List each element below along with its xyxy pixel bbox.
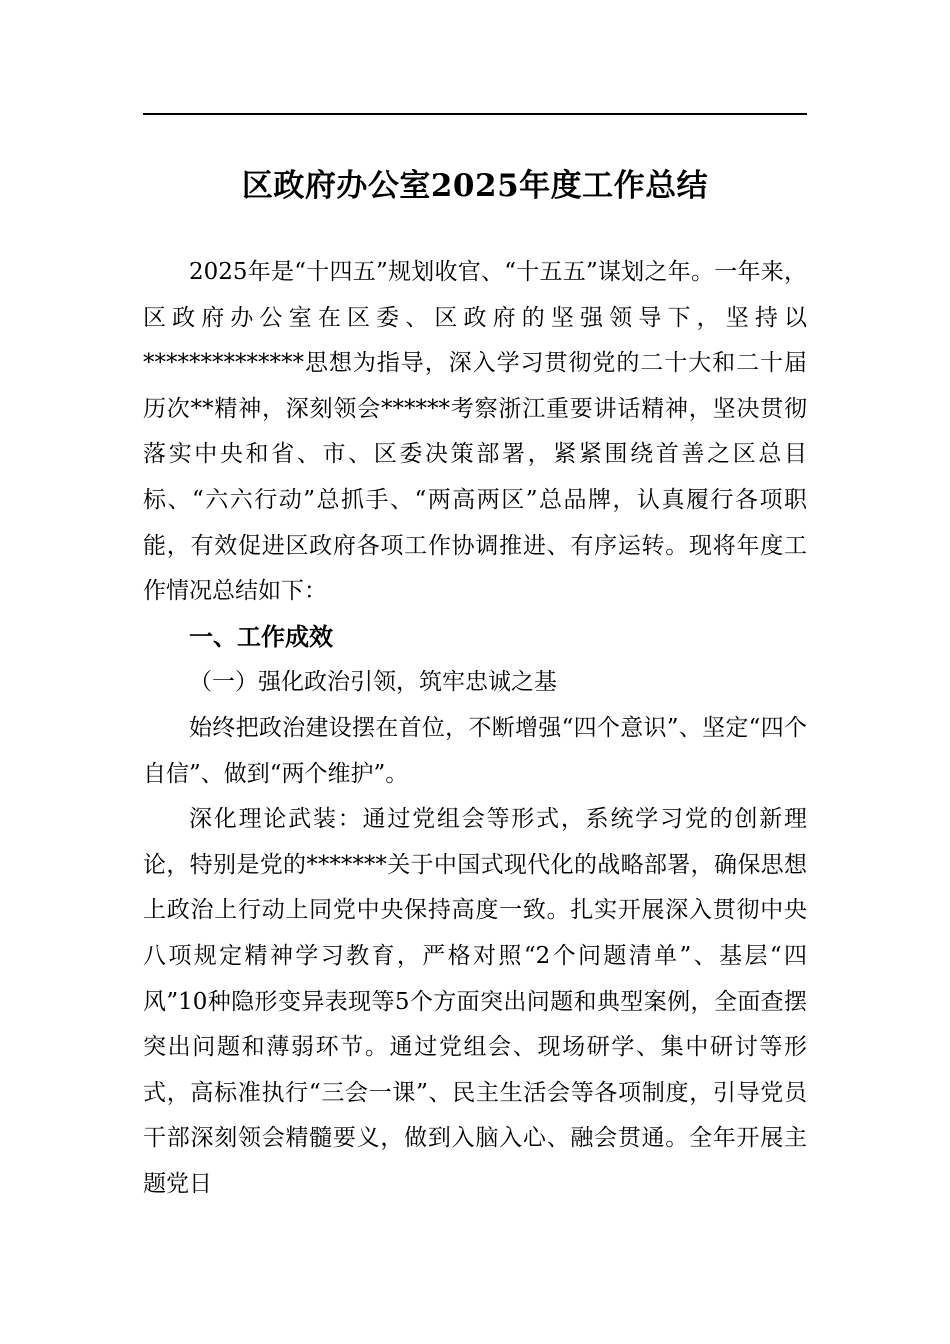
- intro-paragraph: 2025年是“十四五”规划收官、“十五五”谋划之年。一年来，区政府办公室在区委、区政府的坚强领导下，坚持以**************思想为指导，深入学习贯彻党的二十大和二十届历次**精神，深刻领会******考察浙江重要讲话精神，坚决贯彻落实中央和省、市、区委决策部署，紧紧围绕首善之区总目标、“六六行动”总抓手、“两高两区”总品牌，认真履行各项职能，有效促进区政府各项工作协调推进、有序运转。现将年度工作情况总结如下：: [143, 259, 807, 605]
- body-paragraph: 深化理论武装：通过党组会等形式，系统学习党的创新理论，特别是党的*******关于中国式现代化的战略部署，确保思想上政治上行动上同党中央保持高度一致。扎实开展深入贯彻中央八项规定精神学习教育，严格对照“2个问题清单”、基层“四风”10种隐形变异表现等5个方面突出问题和典型案例，全面查摆突出问题和薄弱环节。通过党组会、现场研学、集中研讨等形式，高标准执行“三会一课”、民主生活会等各项制度，引导党员干部深刻领会精髓要义，做到入脑入心、融会贯通。全年开展主题党日: [143, 806, 807, 1197]
- subsection-heading: （一）强化政治引领，筑牢忠诚之基: [189, 669, 557, 696]
- body-paragraph: 始终把政治建设摆在首位，不断增强“四个意识”、坚定“四个自信”、做到“两个维护”。: [143, 714, 807, 787]
- document-body: [143, 250, 807, 1207]
- document-title: 区政府办公室2025年度工作总结: [241, 168, 709, 204]
- header-rule: [143, 113, 807, 115]
- section-heading: 一、工作成效: [189, 622, 333, 651]
